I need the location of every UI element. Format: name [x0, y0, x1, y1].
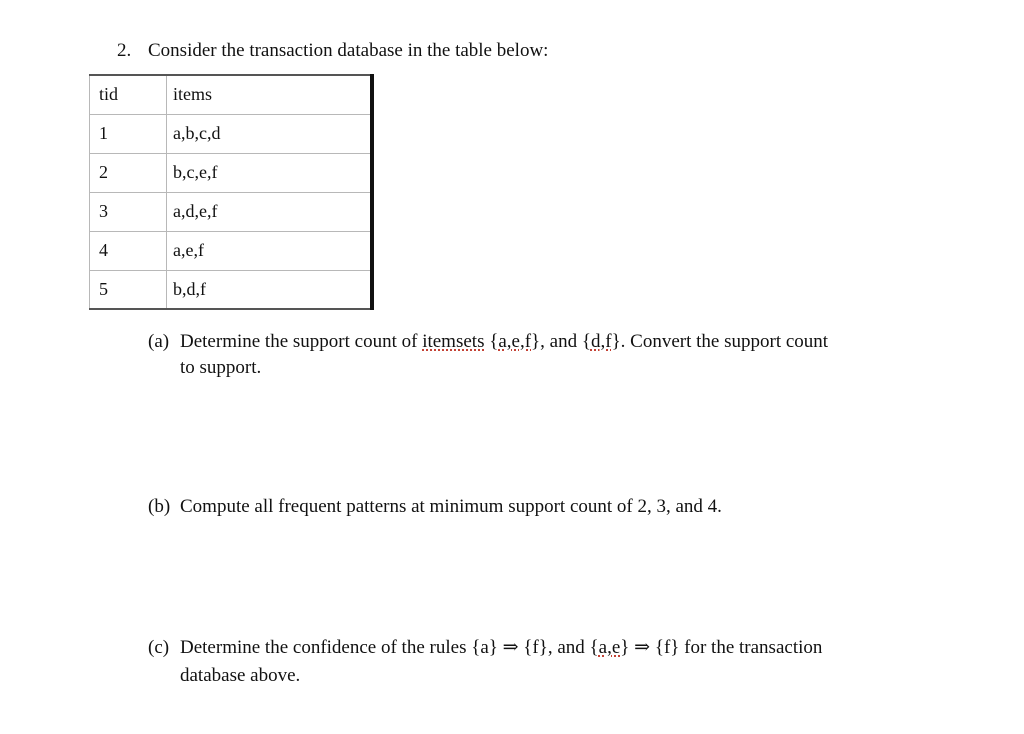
part-c-line-2: database above. — [180, 665, 301, 686]
cell-tid: 3 — [90, 192, 167, 231]
question-text: Consider the transaction database in the table below: — [148, 40, 549, 61]
part-c-text-1: Determine the confidence of the rules {a} ⇒ {f}, and { — [180, 637, 599, 658]
header-items: items — [167, 75, 372, 114]
part-a-line-2: to support. — [180, 357, 262, 378]
cell-tid: 2 — [90, 153, 167, 192]
part-a-text-1: Determine the support count of — [180, 331, 423, 352]
table-row — [90, 192, 372, 231]
part-c-label: (c) — [148, 637, 170, 658]
cell-items: b,d,f — [167, 270, 372, 309]
part-b — [148, 494, 908, 520]
part-b-line-1 — [148, 494, 908, 520]
question-title — [117, 40, 548, 62]
part-c-text-2: } ⇒ {f} for the transaction — [620, 637, 823, 658]
part-b-text: Compute all frequent patterns at minimum support count of 2, 3, and 4. — [180, 496, 722, 517]
cell-tid: 1 — [90, 114, 167, 153]
part-a-text-3: }, and { — [531, 331, 591, 352]
itemset-aef: a,e,f — [498, 331, 532, 352]
part-a-line-1 — [148, 329, 908, 355]
part-a — [148, 329, 908, 381]
table-row — [90, 231, 372, 270]
transaction-table — [89, 74, 374, 310]
cell-tid: 5 — [90, 270, 167, 309]
cell-items: a,e,f — [167, 231, 372, 270]
part-a-text-4: }. Convert the support count — [611, 331, 829, 352]
table-header-row — [90, 75, 372, 114]
cell-items: a,d,e,f — [167, 192, 372, 231]
itemset-df: d,f — [590, 331, 612, 352]
table-row — [90, 114, 372, 153]
spellcheck-word-itemsets: itemsets — [422, 331, 485, 352]
itemset-ae: a,e — [598, 637, 621, 658]
part-c — [148, 634, 908, 690]
cell-items: b,c,e,f — [167, 153, 372, 192]
header-tid: tid — [90, 75, 167, 114]
cell-tid: 4 — [90, 231, 167, 270]
table-row — [90, 270, 372, 309]
question-number: 2. — [117, 40, 132, 61]
part-c-line-1 — [148, 634, 908, 662]
part-b-label: (b) — [148, 496, 171, 517]
table-row — [90, 153, 372, 192]
part-a-text-2: { — [484, 331, 499, 352]
cell-items: a,b,c,d — [167, 114, 372, 153]
part-a-label: (a) — [148, 331, 170, 352]
